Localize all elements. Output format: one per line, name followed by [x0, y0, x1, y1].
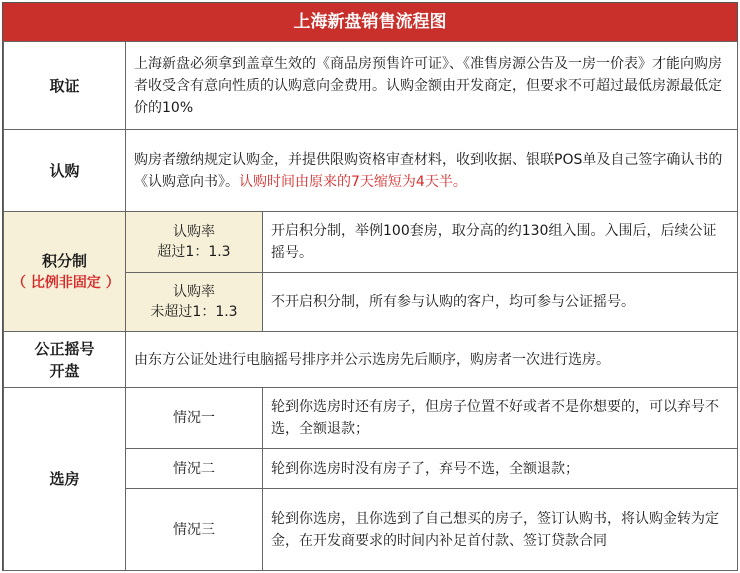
xuan-fang-case-2-label: 情况二: [126, 449, 263, 489]
xuan-fang-case-1-text: 轮到你选房时还有房子，但房子位置不好或者不是你想要的，可以弃号不选，全额退款；: [263, 388, 738, 449]
yao-hao-line1: 公正摇号: [34, 339, 95, 358]
row-label-ji-fen: [4, 212, 126, 332]
process-table-frame: [2, 2, 738, 571]
row-yao-hao: [4, 332, 738, 388]
ji-fen-case-b-text: 不开启积分制，所有参与认购的客户，均可参与公证摇号。: [263, 273, 738, 332]
table-title: 上海新盘销售流程图: [3, 3, 737, 41]
xuan-fang-case-2-text: 轮到你选房时没有房子了，弃号不选，全额退款；: [263, 449, 738, 489]
ji-fen-note: （ 比例非固定 ）: [12, 274, 120, 291]
xuan-fang-case-3-label: 情况三: [126, 489, 263, 571]
yao-hao-line2: 开盘: [49, 361, 80, 380]
row-text-qu-zheng: 上海新盘必须拿到盖章生效的《商品房预售许可证》、《准售房源公告及一房一价表》才能向购房者收受含有意向性质的认购意向金费用。认购金额由开发商定，但要求不可超过最低房源最低定价的10%: [126, 42, 738, 130]
ren-gou-text: 购房者缴纳规定认购金，并提供限购资格审查材料，收到收据、银联POS单及自己签字确认书的《认购意向书》。: [134, 151, 723, 190]
ren-gou-highlight: 认购时间由原来的7天缩短为4天半。: [239, 173, 467, 190]
process-table: [3, 41, 738, 571]
xuan-fang-case-3-text: 轮到你选房，且你选到了自己想买的房子，签订认购书，将认购金转为定金，在开发商要求的时间内补足首付款、签订贷款合同: [263, 489, 738, 571]
row-label-qu-zheng: 取证: [4, 42, 126, 130]
row-ren-gou: [4, 130, 738, 212]
ji-fen-case-b-line2: 未超过1：1.3: [150, 304, 238, 320]
row-label-ren-gou: 认购: [4, 130, 126, 212]
row-xuan-fang-1: [4, 388, 738, 449]
ji-fen-case-b-line1: 认购率: [173, 284, 215, 300]
row-qu-zheng: [4, 42, 738, 130]
ji-fen-case-a-text: 开启积分制，举例100套房，取分高的约130组入围。入围后，后续公证摇号。: [263, 212, 738, 273]
xuan-fang-case-1-label: 情况一: [126, 388, 263, 449]
row-ji-fen-a: [4, 212, 738, 273]
ji-fen-case-a-line1: 认购率: [173, 224, 215, 240]
row-text-yao-hao: 由东方公证处进行电脑摇号排序并公示选房先后顺序，购房者一次进行选房。: [126, 332, 738, 388]
row-label-yao-hao: [4, 332, 126, 388]
ji-fen-case-a-label: [126, 212, 263, 273]
row-label-xuan-fang: 选房: [4, 388, 126, 571]
ji-fen-case-a-line2: 超过1：1.3: [157, 244, 231, 260]
ji-fen-label: 积分制: [41, 251, 87, 270]
ji-fen-case-b-label: [126, 273, 263, 332]
row-text-ren-gou: [126, 130, 738, 212]
